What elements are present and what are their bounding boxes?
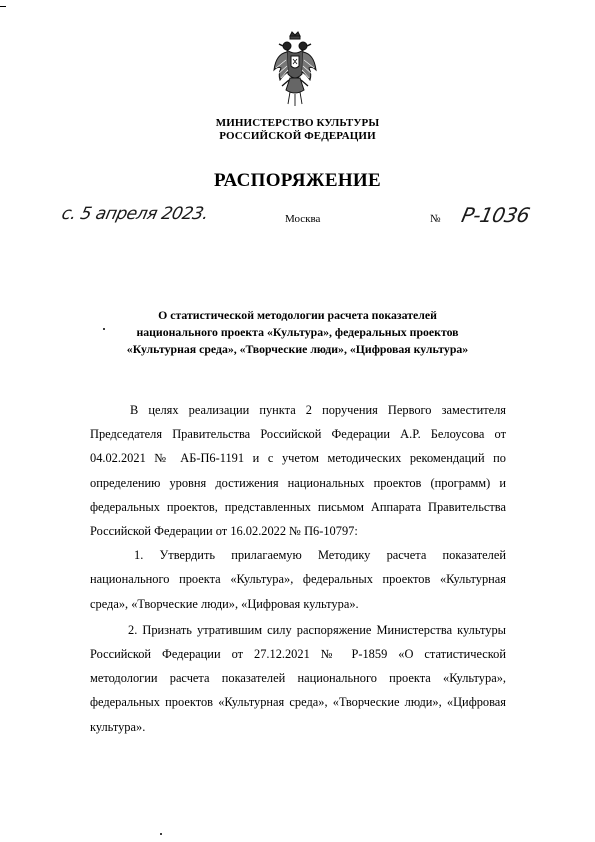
document-body bbox=[90, 398, 506, 739]
scan-speck bbox=[160, 833, 162, 835]
document-type-title: РАСПОРЯЖЕНИЕ bbox=[214, 170, 381, 191]
preamble-paragraph: В целях реализации пункта 2 поручения Первого заместителя Председателя Правительства Российской Федерации А.Р. Белоусова от 04.02.2021 № АБ-П6-1191 и с учетом методических рекомендаций по определению уровня достижения национальных проектов (программ) и федеральных проектов, представленных письмом Аппарата Правительства Российской Федерации от 16.02.2022 № П6-10797: bbox=[90, 403, 506, 539]
document-subject bbox=[100, 307, 495, 358]
subject-line3: «Культурная среда», «Творческие люди», «Цифровая культура» bbox=[126, 342, 469, 356]
subject-line1: О статистической методологии расчета показателей bbox=[158, 308, 437, 322]
city-label: Москва bbox=[285, 213, 321, 225]
subject-line2: национального проекта «Культура», федеральных проектов bbox=[136, 325, 459, 339]
item-2-paragraph: 2. Признать утратившим силу распоряжение Министерства культуры Российской Федерации от 27.12.2021 № Р-1859 «О статистической методологии расчета показателей национального проекта «Культура», федеральных проектов «Культурная среда», «Творческие люди», «Цифровая культура». bbox=[90, 622, 506, 734]
ministry-line1: МИНИСТЕРСТВО КУЛЬТУРЫ bbox=[215, 117, 380, 129]
ministry-name bbox=[0, 117, 595, 143]
item-1-paragraph: 1. Утвердить прилагаемую Методику расчета показателей национального проекта «Культура», федеральных проектов «Культурная среда», «Творческие люди», «Цифровая культура». bbox=[90, 548, 506, 611]
handwritten-document-number: Р-1036 bbox=[459, 203, 532, 227]
scan-mark bbox=[0, 6, 6, 7]
handwritten-date: с. 5 апреля 2023. bbox=[59, 204, 210, 224]
scan-speck bbox=[103, 328, 105, 330]
ministry-line2: РОССИЙСКОЙ ФЕДЕРАЦИИ bbox=[219, 130, 376, 142]
number-sign: № bbox=[430, 213, 441, 225]
coat-of-arms-icon bbox=[272, 30, 318, 108]
